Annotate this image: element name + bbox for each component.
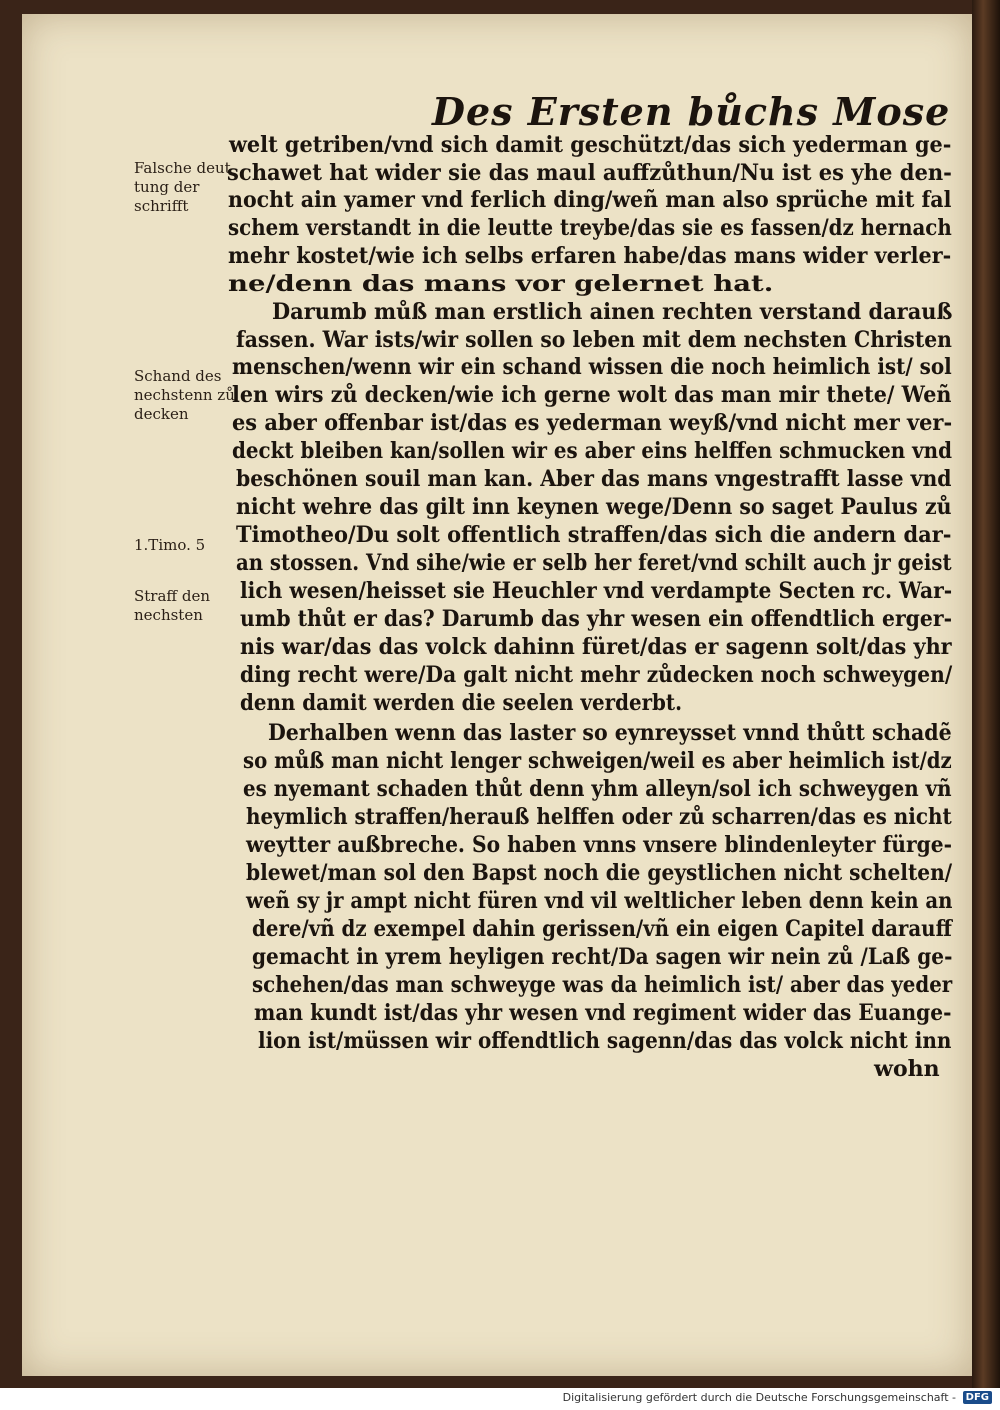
book-spine — [972, 0, 1000, 1388]
dfg-logo: DFG — [963, 1391, 992, 1404]
footer-bar — [0, 1388, 1000, 1410]
text-line: lich wesen/heisset sie Heuchler vnd verdampte Secten rc. War- — [240, 578, 953, 604]
text-line: mehr kostet/wie ich selbs erfaren habe/das mans wider verler- — [228, 243, 952, 269]
text-line: blewet/man sol den Bapst noch die geystlichen nicht schelten/ — [246, 860, 953, 886]
book-page — [22, 14, 972, 1376]
text-line: menschen/wenn wir ein schand wissen die noch heimlich ist/ sol — [232, 354, 952, 380]
text-line: Timotheo/Du solt offentlich straffen/das sich die andern dar- — [236, 522, 952, 548]
text-line: wohn — [874, 1056, 940, 1082]
funding-credit: Digitalisierung gefördert durch die Deutsche Forschungsgemeinschaft - — [562, 1391, 956, 1404]
text-line: schem verstandt in die leutte treybe/das sie es fassen/dz hernach — [228, 215, 952, 241]
text-line: an stossen. Vnd sihe/wie er selb her feret/vnd schilt auch jr geist — [236, 550, 952, 576]
text-line: welt getriben/vnd sich damit geschützt/das sich yederman ge- — [229, 132, 952, 158]
margin-note: Schand des nechstenn zů decken — [134, 367, 235, 423]
text-line: es nyemant schaden thůt denn yhm alleyn/sol ich schweygen vñ — [243, 776, 952, 802]
text-line: beschönen souil man kan. Aber das mans vngestrafft lasse vnd — [236, 466, 952, 492]
text-line: es aber offenbar ist/das es yederman weyß/vnd nicht mer ver- — [232, 410, 953, 436]
text-line: nocht ain yamer vnd ferlich ding/weñ man also sprüche mit fal — [228, 187, 952, 213]
text-line: deckt bleiben kan/sollen wir es aber eins helffen schmucken vnd — [232, 438, 953, 464]
text-line: umb thůt er das? Darumb das yhr wesen ein offendtlich erger- — [240, 606, 953, 632]
text-line: ding recht were/Da galt nicht mehr zůdecken noch schweygen/ — [240, 662, 953, 688]
text-line: heymlich straffen/herauß helffen oder zů scharren/das es nicht — [246, 804, 952, 830]
text-line: man kundt ist/das yhr wesen vnd regiment wider das Euange- — [254, 1000, 952, 1026]
text-line: len wirs zů decken/wie ich gerne wolt das man mir thete/ Weñ — [232, 382, 952, 408]
text-line: nis war/das das volck dahinn füret/das er sagenn solt/das yhr — [240, 634, 952, 660]
text-line: gemacht in yrem heyligen recht/Da sagen wir nein zů /Laß ge- — [252, 944, 953, 970]
text-line: lion ist/müssen wir offendtlich sagenn/das das volck nicht inn — [258, 1028, 952, 1054]
text-line: denn damit werden die seelen verderbt. — [240, 690, 682, 716]
text-line: Darumb můß man erstlich ainen rechten verstand darauß — [272, 299, 953, 325]
text-line: so můß man nicht lenger schweigen/weil es aber heimlich ist/dz — [243, 748, 952, 774]
text-line: schawet hat wider sie das maul auffzůthun/Nu ist es yhe den- — [227, 160, 952, 186]
text-line: ne/denn das mans vor gelernet hat. — [228, 271, 774, 297]
text-line: nicht wehre das gilt inn keynen wege/Denn so saget Paulus zů — [236, 494, 952, 520]
text-line: schehen/das man schweyge was da heimlich ist/ aber das yeder — [252, 972, 953, 998]
margin-note: 1.Timo. 5 — [134, 536, 206, 554]
margin-note: Falsche deut tung der schrifft — [134, 159, 231, 215]
text-line: dere/vñ dz exempel dahin gerissen/vñ ein eigen Capitel darauff — [252, 916, 952, 942]
text-line: weñ sy jr ampt nicht füren vnd vil weltlicher leben denn kein an — [246, 888, 953, 914]
text-line: Derhalben wenn das laster so eynreysset vnnd thůtt schadẽ — [268, 720, 952, 746]
text-line: fassen. War ists/wir sollen so leben mit dem nechsten Christen — [236, 327, 952, 353]
text-line: weytter außbreche. So haben vnns vnsere blindenleyter fürge- — [246, 832, 953, 858]
margin-note: Straff den nechsten — [134, 587, 210, 624]
running-header: Des Ersten bůchs Mose — [432, 89, 951, 134]
